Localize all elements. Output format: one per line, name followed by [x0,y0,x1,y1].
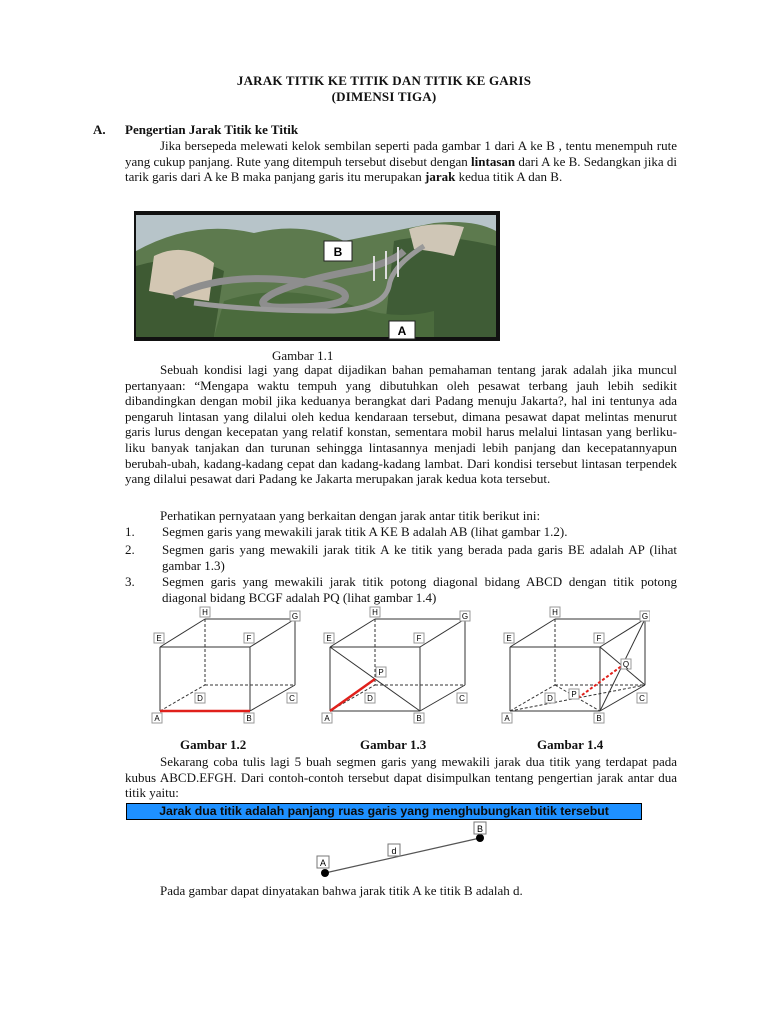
kelok-sembilan-photo [134,211,500,341]
section-title: Pengertian Jarak Titik ke Titik [125,122,299,137]
svg-text:C: C [639,694,645,703]
road-illustration [134,211,500,341]
conclusion-text: Pada gambar dapat dinyatakan bahwa jarak titik A ke titik B adalah d. [160,883,523,898]
definition-highlight: Jarak dua titik adalah panjang ruas garis yang menghubungkan titik tersebut [126,803,642,820]
document-title: JARAK TITIK KE TITIK DAN TITIK KE GARIS [236,73,532,88]
svg-text:P: P [571,690,577,699]
svg-text:H: H [552,608,558,617]
segment-diagram [300,818,500,882]
svg-text:A: A [154,714,160,723]
svg-text:H: H [202,608,208,617]
section-letter: A. [93,122,106,137]
segment-label-b: B [476,824,484,834]
list-item-3: Segmen garis yang mewakili jarak titik potong diagonal bidang ABCD dengan titik potong diagonal bidang BCGF adalah PQ (lihat gambar 1.4) [162,574,677,605]
svg-text:G: G [461,612,469,621]
intro-paragraph: Jika bersepeda melewati kelok sembilan seperti pada gambar 1 dari A ke B , tentu menempuh rute yang cukup panjang. Rute yang ditempuh tersebut disebut dengan lintasan dari A ke B. Sedangkan jika di tarik garis dari A ke B maka panjang garis itu merupakan jarak kedua titik A dan B. [125,138,677,185]
paragraph-conclusion-intro: Sekarang coba tulis lagi 5 buah segmen garis yang mewakili jarak dua titik yang terdapat pada kubus ABCD.EFGH. Dari contoh-contoh tersebut dapat disimpulkan tentang pengertian jarak antar dua titik yaitu: [125,754,677,801]
svg-text:E: E [506,634,512,643]
svg-text:Q: Q [622,660,630,669]
photo-label-b: B [333,245,343,259]
point-a [321,869,329,877]
caption-gambar-1-4: Gambar 1.4 [537,737,604,752]
svg-text:F: F [596,634,602,643]
svg-text:H: H [372,608,378,617]
photo-label-a: A [397,324,407,338]
svg-text:F: F [416,634,422,643]
svg-text:P: P [378,668,384,677]
paragraph-statements: Perhatikan pernyataan yang berkaitan dengan jarak antar titik berikut ini: [160,508,541,523]
svg-text:C: C [289,694,295,703]
list-number-3: 3. [125,574,135,589]
svg-text:E: E [156,634,162,643]
svg-text:A: A [504,714,510,723]
svg-text:D: D [367,694,373,703]
cube-1-4 [502,607,650,723]
cube-1-2 [152,607,300,723]
svg-text:B: B [416,714,422,723]
list-item-2: Segmen garis yang mewakili jarak titik A ke titik yang berada pada garis BE adalah AP (lihat gambar 1.3) [162,542,677,573]
caption-gambar-1-3: Gambar 1.3 [360,737,427,752]
svg-text:B: B [596,714,602,723]
cube-1-3 [322,607,470,723]
segment-label-d: d [391,846,397,856]
caption-gambar-1-2: Gambar 1.2 [180,737,247,752]
photo-caption: Gambar 1.1 [272,348,334,363]
svg-text:A: A [324,714,330,723]
svg-text:D: D [547,694,553,703]
list-number-1: 1. [125,524,135,539]
svg-text:B: B [246,714,252,723]
svg-text:F: F [246,634,252,643]
paragraph-airplane: Sebuah kondisi lagi yang dapat dijadikan bahan pemahaman tentang jarak adalah jika muncul pertanyaan: “Mengapa waktu tempuh yang dibutuhkan oleh pesawat terbang jauh lebih sedikit dibandingkan dengan mobil jika keduanya berangkat dari Padang menuju Jakarta?, hal ini tentunya ada pengaruh lintasan yang dilalui oleh kedua kendaraan tersebut, dimana pesawat dapat melintas menurut garis lurus dengan kecepatan yang relatif konstan, sementara mobil harus melalui lintasan yang berliku-liku banyak tanjakan dan turunan sehingga lintasannya menjadi lebih panjang dan kecepatannyapun berubah-ubah, kadang-kadang cepat dan kadang-kadang lambat. Dari kondisi tersebut lintasan terpendek yang dilalui pesawat dari Padang ke Jakarta merupakan jarak kedua kota tersebut. [125,362,677,487]
document-subtitle: (DIMENSI TIGA) [331,89,437,104]
svg-text:G: G [641,612,649,621]
point-b [476,834,484,842]
svg-text:D: D [197,694,203,703]
list-number-2: 2. [125,542,135,557]
segment-label-a: A [319,858,327,868]
svg-text:C: C [459,694,465,703]
list-item-1: Segmen garis yang mewakili jarak titik A KE B adalah AB (lihat gambar 1.2). [162,524,568,539]
svg-text:E: E [326,634,332,643]
svg-text:G: G [291,612,299,621]
